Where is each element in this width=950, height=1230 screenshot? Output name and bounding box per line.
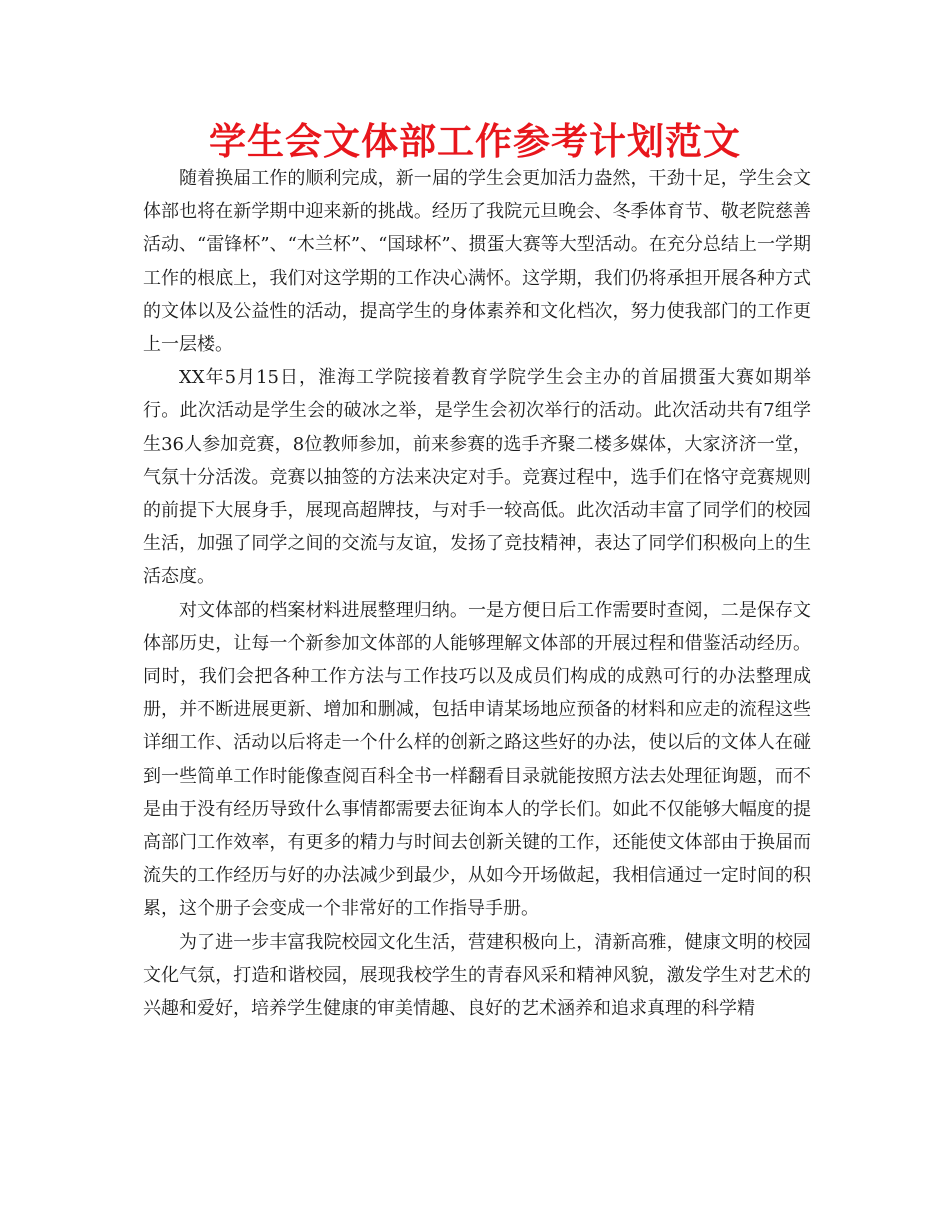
document-body [143, 162, 811, 1025]
paragraph: 为了进一步丰富我院校园文化生活，营建积极向上，清新高雅，健康文明的校园文化气氛，打造和谐校园，展现我校学生的青春风采和精神风貌，激发学生对艺术的兴趣和爱好，培养学生健康的审美情趣、良好的艺术涵养和追求真理的科学精 [143, 931, 811, 1020]
paragraph: XX年5月15日，淮海工学院接着教育学院学生会主办的首届掼蛋大赛如期举行。此次活动是学生会的破冰之举，是学生会初次举行的活动。此次活动共有7组学生36人参加竞赛，8位教师参加，前来参赛的选手齐聚二楼多媒体，大家济济一堂，气氛十分活泼。竞赛以抽签的方法来决定对手。竞赛过程中，选手们在恪守竞赛规则的前提下大展身手，展现高超牌技，与对手一较高低。此次活动丰富了同学们的校园生活，加强了同学之间的交流与友谊，发扬了竞技精神，表达了同学们积极向上的生活态度。 [143, 367, 811, 588]
document-title: 学生会文体部工作参考计划范文 [209, 120, 741, 163]
paragraph: 随着换届工作的顺利完成，新一届的学生会更加活力盎然，干劲十足，学生会文体部也将在新学期中迎来新的挑战。经历了我院元旦晚会、冬季体育节、敬老院慈善活动、“雷锋杯”、“木兰杯”、“国球杯”、掼蛋大赛等大型活动。在充分总结上一学期工作的根底上，我们对这学期的工作决心满怀。这学期，我们仍将承担开展各种方式的文体以及公益性的活动，提高学生的身体素养和文化档次，努力使我部门的工作更上一层楼。 [143, 168, 811, 356]
paragraph: 对文体部的档案材料进展整理归纳。一是方便日后工作需要时查阅，二是保存文体部历史，让每一个新参加文体部的人能够理解文体部的开展过程和借鉴活动经历。同时，我们会把各种工作方法与工作技巧以及成员们构成的成熟可行的办法整理成册，并不断进展更新、增加和删减，包括申请某场地应预备的材料和应走的流程这些详细工作、活动以后将走一个什么样的创新之路这些好的办法，使以后的文体人在碰到一些简单工作时能像查阅百科全书一样翻看目录就能按照方法去处理征询题，而不是由于没有经历导致什么事情都需要去征询本人的学长们。如此不仅能够大幅度的提高部门工作效率，有更多的精力与时间去创新关键的工作，还能使文体部由于换届而流失的工作经历与好的办法减少到最少，从如今开场做起，我相信通过一定时间的积累，这个册子会变成一个非常好的工作指导手册。 [143, 599, 811, 920]
